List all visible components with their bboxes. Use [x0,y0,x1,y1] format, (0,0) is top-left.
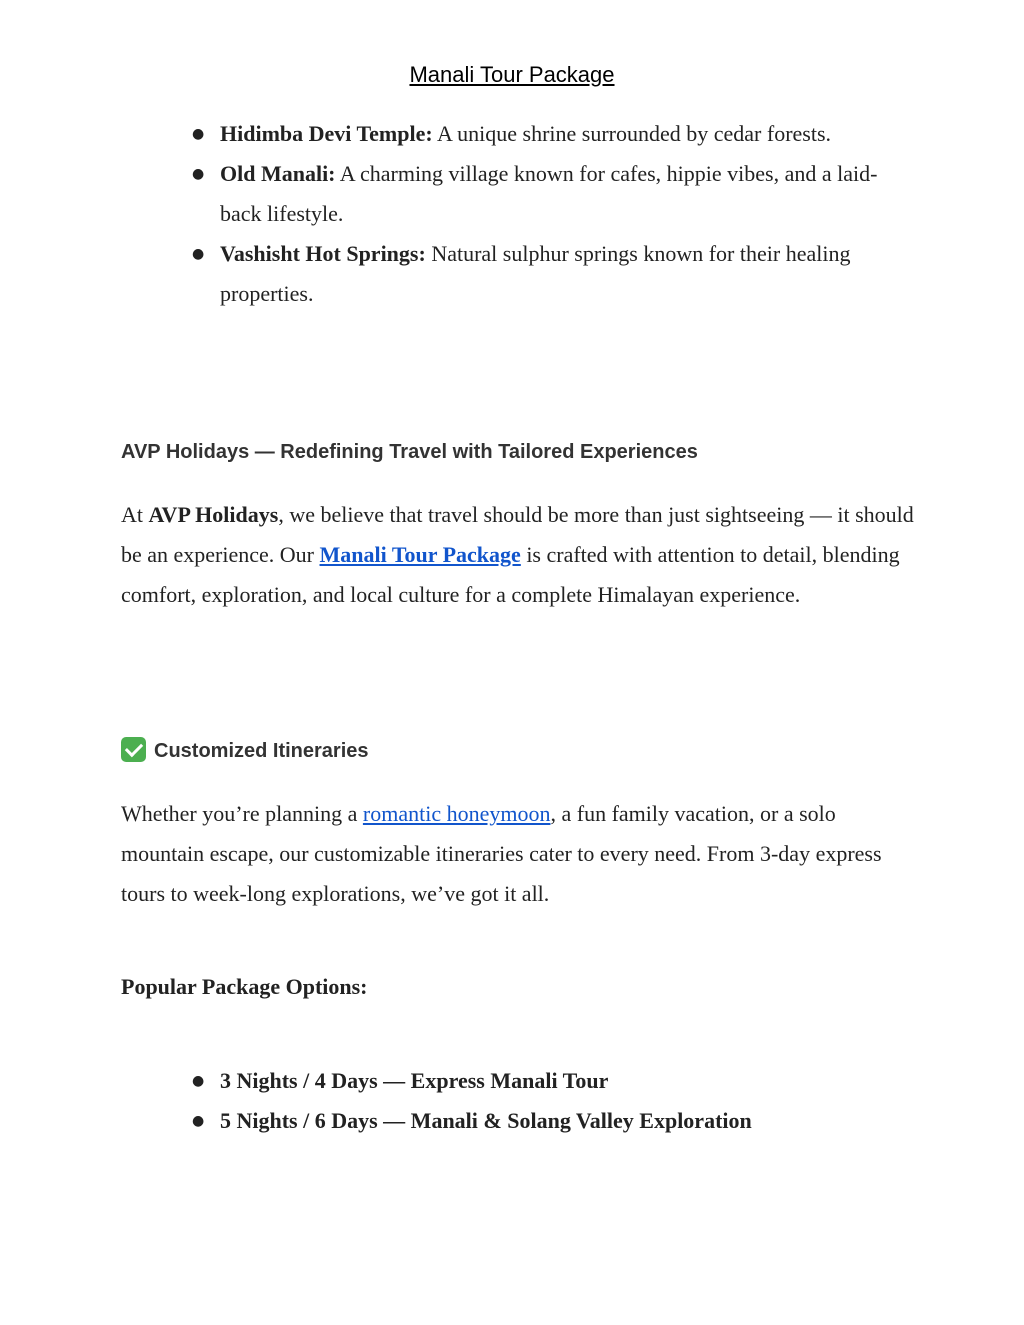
bullet-icon: ● [192,166,205,182]
attraction-name: Vashisht Hot Springs: [220,241,426,266]
list-item [188,114,918,154]
page-title: Manali Tour Package [409,62,615,87]
list-item [188,1061,918,1101]
section-heading: AVP Holidays — Redefining Travel with Tailored Experiences [121,441,698,463]
honeymoon-link[interactable]: romantic honeymoon [362,801,551,826]
intro-text: At [121,502,149,527]
package-option: 3 Nights / 4 Days — Express Manali Tour [220,1068,609,1093]
attractions-list [188,114,918,314]
list-item [188,1101,918,1141]
intro-text: , we believe that travel should be more than just sightseeing — it should be an experience. Our [121,502,914,567]
attraction-description: A unique shrine surrounded by cedar forests. [432,121,832,146]
list-item [188,234,918,314]
check-mark-icon [121,737,146,762]
packages-heading: Popular Package Options: [121,974,368,999]
attraction-description: Natural sulphur springs known for their healing properties. [220,241,851,306]
custom-heading-text: Customized Itineraries [154,740,369,762]
brand-name: AVP Holidays [148,502,279,527]
custom-text: , a fun family vacation, or a solo mountain escape, our customizable itineraries cater to every need. From 3-day express tours to week-long explorations, we’ve got it all. [121,801,882,906]
intro-paragraph [121,495,921,615]
manali-package-link[interactable]: Manali Tour Package [319,542,521,567]
package-option: 5 Nights / 6 Days — Manali & Solang Valley Exploration [220,1108,752,1133]
attraction-name: Hidimba Devi Temple: [220,121,433,146]
intro-text: is crafted with attention to detail, blending comfort, exploration, and local culture for a complete Himalayan experience. [121,542,900,607]
custom-text: Whether you’re planning a [121,801,363,826]
packages-list [188,1061,918,1141]
custom-paragraph [121,794,921,914]
attraction-description: A charming village known for cafes, hippie vibes, and a laid-back lifestyle. [220,161,878,226]
attraction-name: Old Manali: [220,161,336,186]
bullet-icon: ● [192,246,205,262]
bullet-icon: ● [192,1113,205,1129]
custom-heading [121,737,369,765]
list-item [188,154,918,234]
bullet-icon: ● [192,126,205,142]
bullet-icon: ● [192,1073,205,1089]
